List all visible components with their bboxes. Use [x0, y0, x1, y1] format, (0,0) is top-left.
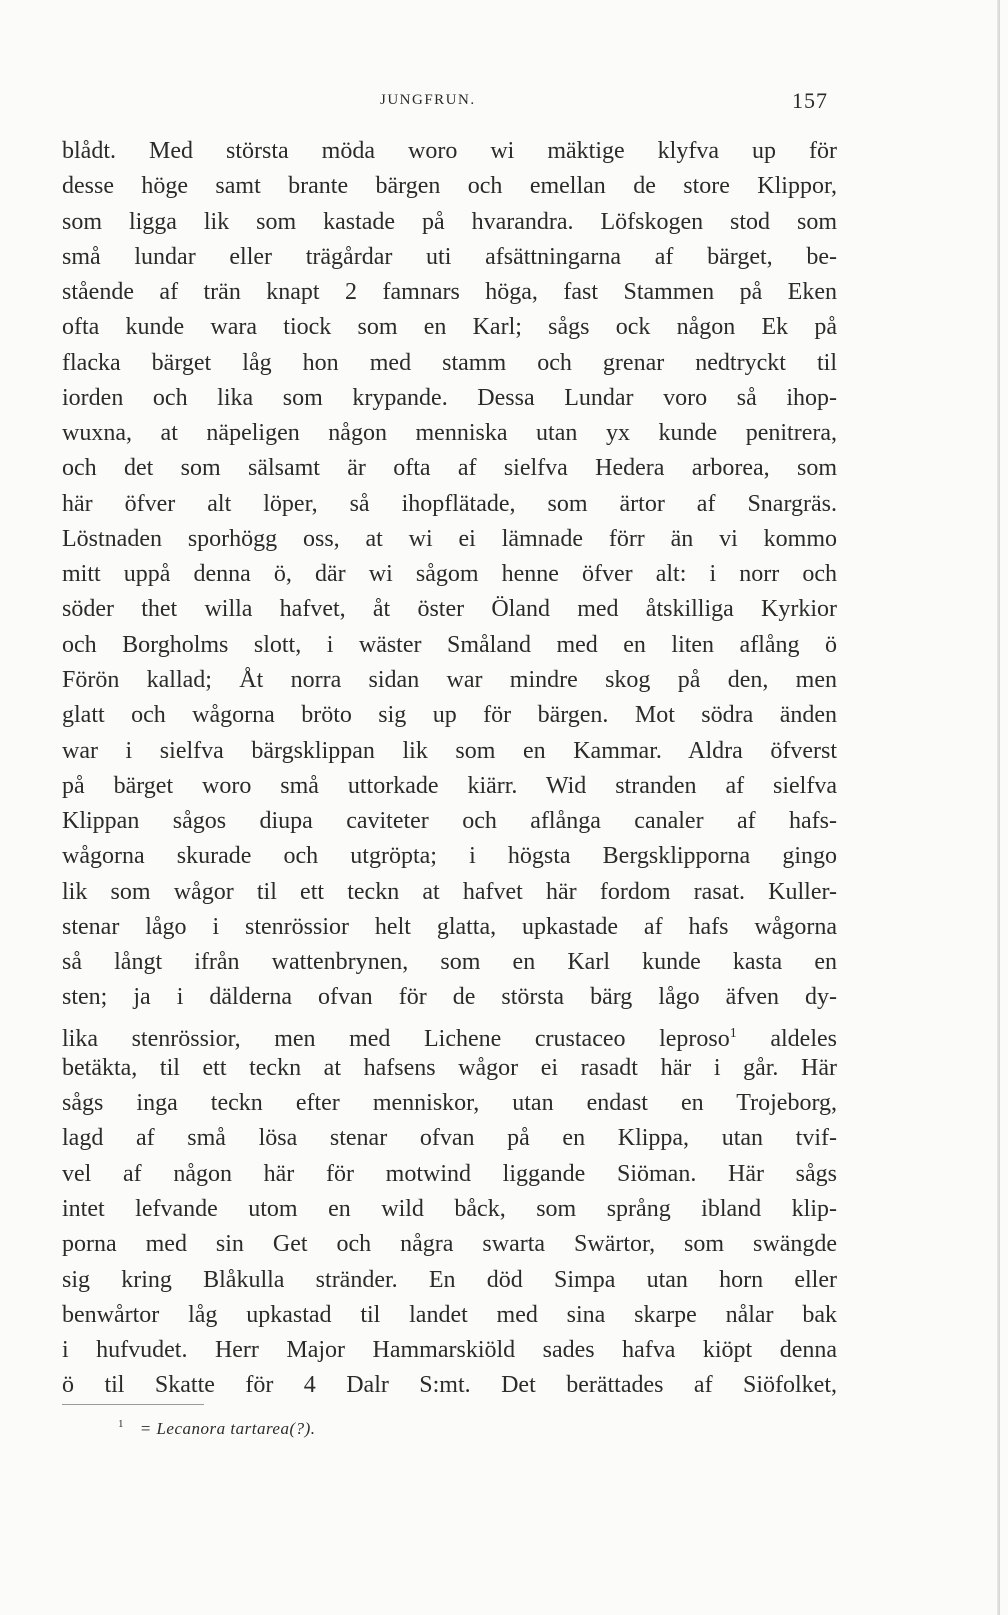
text-line: sig kring Blåkulla stränder. En död Simpa utan horn eller — [62, 1266, 837, 1293]
text-line: lagd af små lösa stenar ofvan på en Klippa, utan tvif- — [62, 1125, 837, 1152]
text-line-segment: lika stenrössior, men med Lichene crustaceo leproso — [62, 1025, 730, 1052]
text-line: Löstnaden sporhögg oss, at wi ei lämnade förr än vi kommo — [62, 525, 837, 552]
footnote — [118, 1418, 316, 1439]
text-line: intet lefvande utom en wild båck, som språng ibland klip- — [62, 1195, 837, 1222]
text-line: porna med sin Get och några swarta Swärtor, som swängde — [62, 1231, 837, 1258]
running-header — [0, 88, 1008, 118]
text-line: wågorna skurade och utgröpta; i högsta Bergsklipporna gingo — [62, 843, 837, 870]
text-line: lik som wågor til ett teckn at hafvet här fordom rasat. Kuller- — [62, 878, 837, 905]
text-line: iorden och lika som krypande. Dessa Lundar voro så ihop- — [62, 384, 837, 411]
text-line: i hufvudet. Herr Major Hammarskiöld sades hafva kiöpt denna — [62, 1337, 837, 1364]
text-line: som ligga lik som kastade på hvarandra. Löfskogen stod som — [62, 208, 837, 235]
text-line: wuxna, at näpeligen någon menniska utan yx kunde penitrera, — [62, 420, 837, 447]
text-line: ö til Skatte för 4 Dalr S:mt. Det berättades af Siöfolket, — [62, 1372, 837, 1399]
text-line: mitt uppå denna ö, där wi sågom henne öfver alt: i norr och — [62, 561, 837, 588]
text-line: här öfver alt löper, så ihopflätade, som ärtor af Snargräs. — [62, 490, 837, 517]
text-line: blådt. Med största möda woro wi mäktige klyfva up för — [62, 138, 837, 164]
footnote-marker: 1 — [118, 1418, 124, 1430]
text-line: och det som sälsamt är ofta af sielfva Hedera arborea, som — [62, 455, 837, 482]
text-line: betäkta, til ett teckn at hafsens wågor ei rasadt här i går. Här — [62, 1054, 837, 1081]
footnote-text: = Lecanora tartarea(?). — [139, 1419, 316, 1438]
text-line: sågs inga teckn efter menniskor, utan endast en Trojeborg, — [62, 1090, 837, 1117]
text-line-segment: aldeles — [770, 1025, 837, 1052]
text-line: Klippan sågos diupa caviteter och aflånga canaler af hafs- — [62, 808, 837, 835]
text-line: ofta kunde wara tiock som en Karl; sågs ock någon Ek på — [62, 314, 837, 341]
text-line: sten; ja i dälderna ofvan för de största bärg lågo äfven dy- — [62, 984, 837, 1011]
body-text — [62, 134, 837, 1404]
text-line: desse höge samt brante bärgen och emellan de store Klippor, — [62, 173, 837, 200]
text-line: vel af någon här för motwind liggande Siöman. Här sågs — [62, 1160, 837, 1187]
text-line: glatt och wågorna bröto sig up för bärgen. Mot södra änden — [62, 702, 837, 729]
text-line: flacka bärget låg hon med stamm och grenar nedtryckt til — [62, 349, 837, 376]
text-line: små lundar eller trägårdar uti afsättningarna af bärget, be- — [62, 243, 837, 270]
text-line: och Borgholms slott, i wäster Småland med en liten aflång ö — [62, 631, 837, 658]
text-line-with-footnote-ref — [62, 1016, 837, 1051]
running-title: JUNGFRUN. — [380, 92, 476, 108]
footnote-reference: 1 — [729, 1025, 737, 1041]
text-line: Förön kallad; Åt norra sidan war mindre skog på den, men — [62, 666, 837, 693]
text-line: söder thet willa hafvet, åt öster Öland med åtskilliga Kyrkior — [62, 596, 837, 623]
text-line: war i sielfva bärgsklippan lik som en Kammar. Aldra öfverst — [62, 737, 837, 764]
text-line: benwårtor låg upkastad til landet med sina skarpe nålar bak — [62, 1301, 837, 1328]
page-number: 157 — [792, 88, 828, 113]
text-line: så långt ifrån wattenbrynen, som en Karl kunde kasta en — [62, 949, 837, 976]
text-line: stenar lågo i stenrössior helt glatta, upkastade af hafs wågorna — [62, 913, 837, 940]
text-line: på bärget woro små uttorkade kiärr. Wid stranden af sielfva — [62, 772, 837, 799]
footnote-divider — [62, 1404, 204, 1405]
text-line: stående af trän knapt 2 famnars höga, fast Stammen på Eken — [62, 279, 837, 306]
page-edge-shadow — [997, 0, 1000, 1615]
